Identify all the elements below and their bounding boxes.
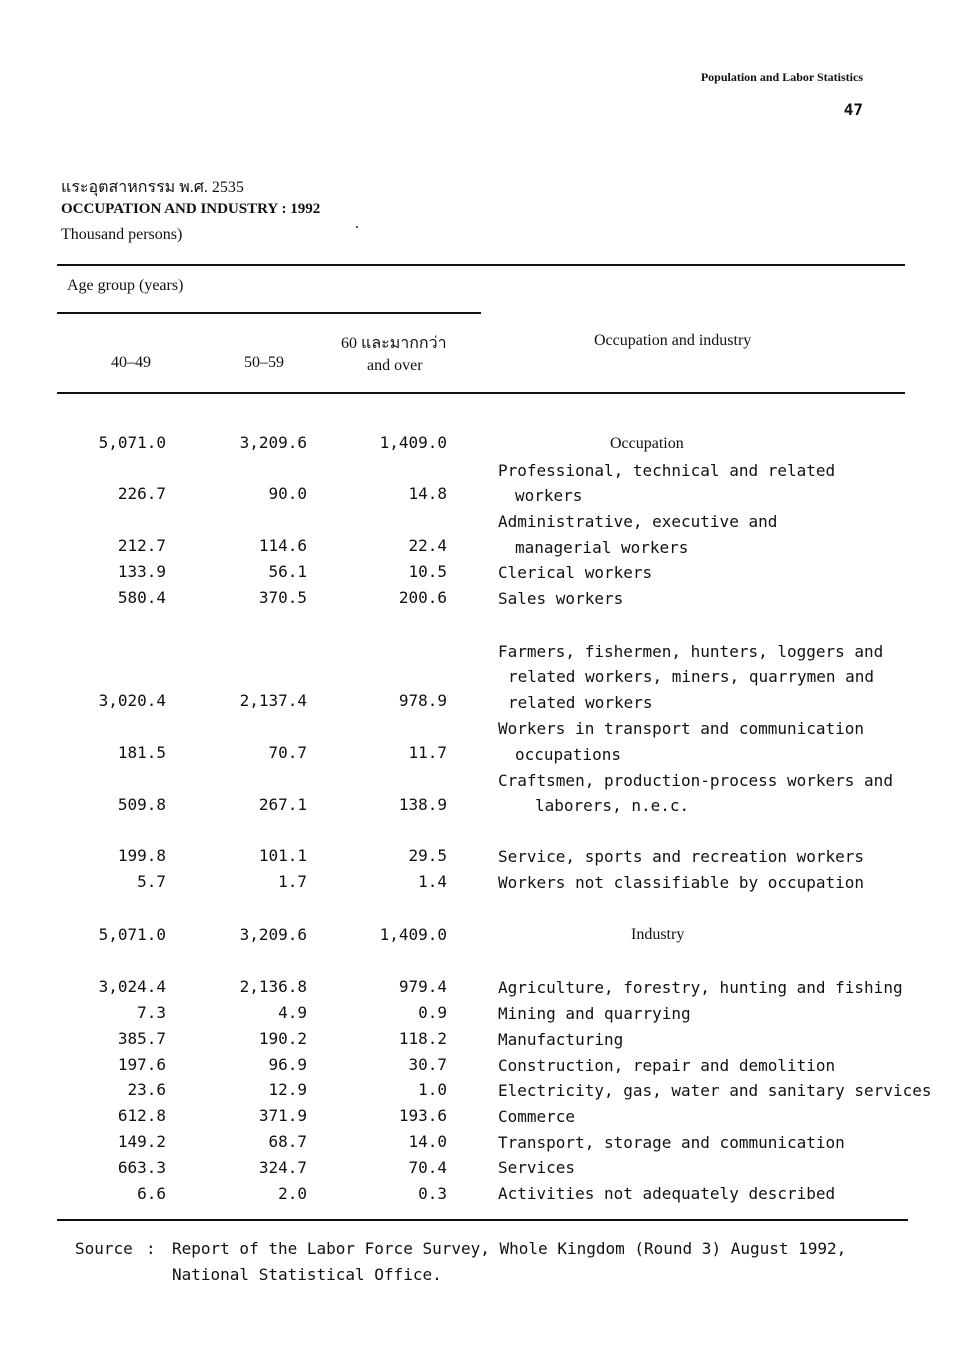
cell-60-over: 22.4 xyxy=(408,536,447,555)
cell-40-49: 663.3 xyxy=(117,1158,166,1177)
cell-50-59: 3,209.6 xyxy=(239,433,307,452)
cell-60-over: 1,409.0 xyxy=(379,925,447,944)
cell-40-49: 181.5 xyxy=(117,743,166,762)
age-group-label: Age group (years) xyxy=(67,277,184,294)
cell-50-59: 68.7 xyxy=(268,1132,307,1151)
row-label-cont: related workers xyxy=(508,693,653,712)
cell-60-over: 0.9 xyxy=(418,1003,447,1022)
cell-60-over: 0.3 xyxy=(418,1184,447,1203)
row-label-cont: occupations xyxy=(515,745,621,764)
header-bottom-rule xyxy=(57,392,905,394)
row-label: Workers in transport and communication xyxy=(498,719,865,738)
row-label: Clerical workers xyxy=(498,563,653,582)
cell-60-over: 1.0 xyxy=(418,1080,447,1099)
cell-50-59: 3,209.6 xyxy=(239,925,307,944)
cell-60-over: 978.9 xyxy=(398,691,447,710)
cell-40-49: 612.8 xyxy=(117,1106,166,1125)
table-unit: Thousand persons) xyxy=(61,226,183,243)
cell-60-over: 29.5 xyxy=(408,846,447,865)
row-label-cont: related workers, miners, quarrymen and xyxy=(508,667,875,686)
cell-40-49: 6.6 xyxy=(137,1184,166,1203)
col-header-60-thai: 60 และมากกว่า xyxy=(341,335,447,352)
cell-60-over: 1,409.0 xyxy=(379,433,447,452)
cell-40-49: 5.7 xyxy=(137,872,166,891)
cell-50-59: 70.7 xyxy=(268,743,307,762)
row-label: Agriculture, forestry, hunting and fishing xyxy=(498,978,903,997)
cell-50-59: 90.0 xyxy=(268,484,307,503)
row-label: Administrative, executive and xyxy=(498,512,778,531)
cell-40-49: 199.8 xyxy=(117,846,166,865)
cell-50-59: 371.9 xyxy=(258,1106,307,1125)
cell-40-49: 197.6 xyxy=(117,1055,166,1074)
table-title-thai: แระอุตสาหกรรม พ.ศ. 2535 xyxy=(61,179,244,196)
row-label-cont: laborers, n.e.c. xyxy=(535,796,690,815)
cell-60-over: 193.6 xyxy=(398,1106,447,1125)
cell-40-49: 3,020.4 xyxy=(98,691,166,710)
cell-50-59: 101.1 xyxy=(258,846,307,865)
row-label: Electricity, gas, water and sanitary services xyxy=(498,1081,932,1100)
cell-50-59: 324.7 xyxy=(258,1158,307,1177)
row-label: Professional, technical and related xyxy=(498,461,836,480)
source-colon: : xyxy=(146,1239,156,1258)
cell-50-59: 190.2 xyxy=(258,1029,307,1048)
cell-40-49: 23.6 xyxy=(127,1080,166,1099)
page-number: 47 xyxy=(843,100,863,119)
row-label-cont: managerial workers xyxy=(515,538,689,557)
row-label: Service, sports and recreation workers xyxy=(498,847,865,866)
cell-50-59: 2,136.8 xyxy=(239,977,307,996)
cell-60-over: 11.7 xyxy=(408,743,447,762)
cell-40-49: 509.8 xyxy=(117,795,166,814)
row-label: Workers not classifiable by occupation xyxy=(498,873,865,892)
cell-50-59: 267.1 xyxy=(258,795,307,814)
cell-60-over: 1.4 xyxy=(418,872,447,891)
cell-50-59: 12.9 xyxy=(268,1080,307,1099)
row-label: Services xyxy=(498,1158,576,1177)
row-label: Sales workers xyxy=(498,589,624,608)
cell-50-59: 1.7 xyxy=(278,872,307,891)
row-label: Transport, storage and communication xyxy=(498,1133,845,1152)
row-label: Farmers, fishermen, hunters, loggers and xyxy=(498,642,884,661)
cell-40-49: 3,024.4 xyxy=(98,977,166,996)
cell-50-59: 4.9 xyxy=(278,1003,307,1022)
cell-60-over: 70.4 xyxy=(408,1158,447,1177)
row-label-cont: workers xyxy=(515,486,583,505)
cell-50-59: 2,137.4 xyxy=(239,691,307,710)
cell-40-49: 212.7 xyxy=(117,536,166,555)
cell-60-over: 200.6 xyxy=(398,588,447,607)
cell-60-over: 14.0 xyxy=(408,1132,447,1151)
source-label: Source xyxy=(75,1239,133,1258)
age-group-rule xyxy=(57,312,481,314)
table-title: OCCUPATION AND INDUSTRY : 1992 xyxy=(61,201,321,217)
cell-60-over: 14.8 xyxy=(408,484,447,503)
scan-speck xyxy=(356,226,358,228)
cell-40-49: 385.7 xyxy=(117,1029,166,1048)
cell-60-over: 138.9 xyxy=(398,795,447,814)
row-label: Activities not adequately described xyxy=(498,1184,836,1203)
cell-50-59: 96.9 xyxy=(268,1055,307,1074)
source-text-cont: National Statistical Office. xyxy=(172,1265,442,1284)
cell-50-59: 56.1 xyxy=(268,562,307,581)
running-head: Population and Labor Statistics xyxy=(700,70,863,84)
cell-50-59: 2.0 xyxy=(278,1184,307,1203)
cell-40-49: 5,071.0 xyxy=(98,433,166,452)
row-label: Craftsmen, production-process workers and xyxy=(498,771,893,790)
cell-60-over: 10.5 xyxy=(408,562,447,581)
table-bottom-rule xyxy=(57,1219,908,1221)
col-header-50-59: 50–59 xyxy=(244,354,284,371)
row-label: Commerce xyxy=(498,1107,576,1126)
cell-50-59: 114.6 xyxy=(258,536,307,555)
cell-40-49: 7.3 xyxy=(137,1003,166,1022)
cell-40-49: 149.2 xyxy=(117,1132,166,1151)
col-header-40-49: 40–49 xyxy=(111,354,151,371)
section-title-industry: Industry xyxy=(631,926,685,943)
cell-50-59: 370.5 xyxy=(258,588,307,607)
cell-40-49: 133.9 xyxy=(117,562,166,581)
section-title-occupation: Occupation xyxy=(610,435,684,452)
cell-60-over: 979.4 xyxy=(398,977,447,996)
cell-60-over: 118.2 xyxy=(398,1029,447,1048)
col-header-60-and-over: and over xyxy=(367,357,423,374)
col-header-occupation-industry: Occupation and industry xyxy=(594,332,752,349)
source-text: Report of the Labor Force Survey, Whole Kingdom (Round 3) August 1992, xyxy=(172,1239,847,1258)
cell-60-over: 30.7 xyxy=(408,1055,447,1074)
table-top-rule xyxy=(57,264,905,266)
row-label: Mining and quarrying xyxy=(498,1004,691,1023)
row-label: Manufacturing xyxy=(498,1030,624,1049)
cell-40-49: 226.7 xyxy=(117,484,166,503)
row-label: Construction, repair and demolition xyxy=(498,1056,836,1075)
cell-40-49: 5,071.0 xyxy=(98,925,166,944)
cell-40-49: 580.4 xyxy=(117,588,166,607)
